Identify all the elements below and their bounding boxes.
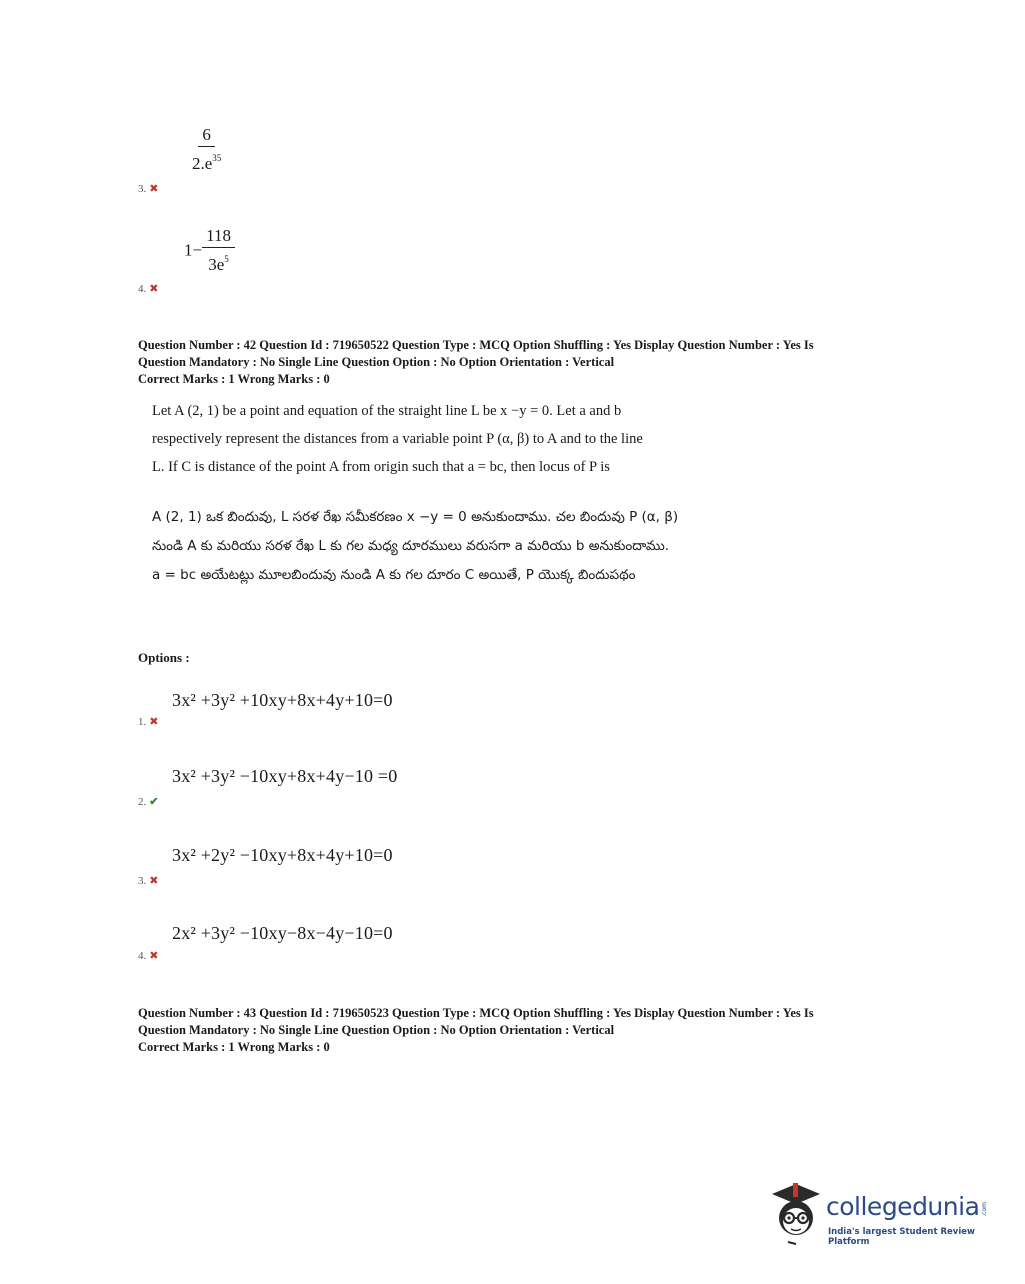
denominator: $3e^5$ [208,254,229,274]
logo-wordmark: collegedunia [826,1192,980,1221]
fraction [202,226,235,275]
logo-suffix: .com [981,1202,988,1217]
wrong-icon: ✖ [149,183,159,195]
question-43-meta: Question Number : 43 Question Id : 719650523 Question Type : MCQ Option Shuffling : Yes Display Question Number : Yes Is Question Mandatory : No Single Line Question Option : No Option Orientation : Vertical Correct Marks : 1 Wrong Marks : 0 [138,1006,814,1054]
option-1-equation: 3x² +3y² +10xy+8x+4y+10=0 [172,690,393,710]
option-1-label: 1. ✖ [138,716,159,728]
mascot-icon [766,1180,826,1248]
options-heading: Options : [138,650,190,665]
correct-check-icon: ✔ [149,796,159,808]
option-3-label: 3. ✖ [138,875,159,887]
wrong-icon: ✖ [149,283,159,295]
numerator: 118 [202,226,235,248]
wrong-icon: ✖ [149,716,159,728]
fraction [188,125,225,174]
collegedunia-logo [766,1180,996,1250]
wrong-icon: ✖ [149,950,159,962]
question-42-text-telugu: A (2, 1) ఒక బిందువు, L సరళ రేఖ సమీకరణం x −y = 0 అనుకుందాము. చల బిందువు P (α, β) నుండి A కు మరియు సరళ రేఖ L కు గల మధ్య దూరములు వరుసగా a మరియు b అనుకుందాము. a = bc అయేటట్లు మూలబిందువు నుండి A కు గల దూరం C అయితే, P యొక్క బిందుపథం [152,509,679,583]
logo-tagline: India's largest Student Review Platform [828,1227,975,1247]
question-42-text-english: Let A (2, 1) be a point and equation of the straight line L be x −y = 0. Let a and b respectively represent the distances from a variable point P (α, β) to A and to the line L. If C is distance of the point A from origin such that a = bc, then locus of P is [152,403,643,475]
denominator: $2.e^{35}$ [192,153,222,173]
option-4-label: 4. ✖ [138,950,159,962]
prev-option-3-expression [188,125,225,174]
option-2-label: 2. ✔ [138,796,159,808]
prev-option-4-label: 4. ✖ [138,283,159,295]
option-2-equation: 3x² +3y² −10xy+8x+4y−10 =0 [172,766,398,786]
prev-option-4-expression: 1− $\frac{118}{3e^5}$ [184,226,235,275]
question-42-meta: Question Number : 42 Question Id : 719650522 Question Type : MCQ Option Shuffling : Yes Display Question Number : Yes Is Question Mandatory : No Single Line Question Option : No Option Orientation : Vertical Correct Marks : 1 Wrong Marks : 0 [138,338,814,386]
option-3-equation: 3x² +2y² −10xy+8x+4y+10=0 [172,845,393,865]
option-4-equation: 2x² +3y² −10xy−8x−4y−10=0 [172,923,393,943]
numerator: 6 [198,125,215,147]
prev-option-3-label: 3. ✖ [138,183,159,195]
wrong-icon: ✖ [149,875,159,887]
